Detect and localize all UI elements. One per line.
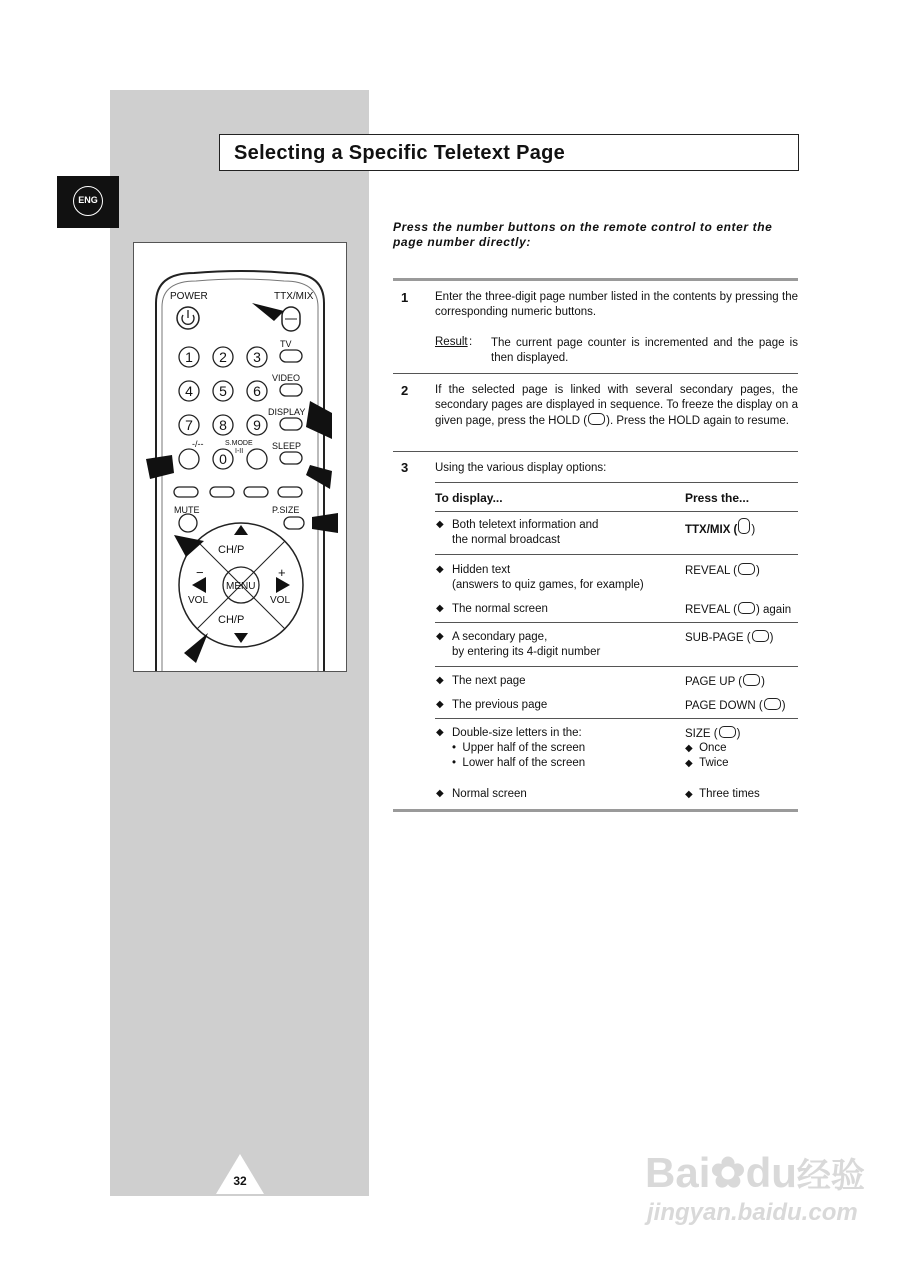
bullet-diamond-icon: ◆ — [436, 603, 444, 614]
table-header-bottom-rule — [435, 511, 798, 512]
reveal-button-icon — [738, 563, 755, 575]
bullet-diamond-icon: ◆ — [436, 564, 444, 575]
remote-control-illustration — [133, 242, 347, 672]
row-press-text: SUB-PAGE ( ) — [685, 632, 774, 644]
remote-ttx-label: TTX/MIX — [274, 291, 314, 302]
size-button-icon — [719, 726, 736, 738]
row-press-text: PAGE DOWN ( ) — [685, 700, 786, 712]
row-press-text: PAGE UP ( ) — [685, 676, 765, 688]
watermark — [645, 1150, 865, 1227]
col-header-press: Press the... — [685, 491, 750, 505]
remote-digit-3: 3 — [253, 349, 261, 365]
hold-button-icon — [588, 413, 605, 425]
remote-digit-0: 0 — [219, 451, 227, 467]
remote-power-label: POWER — [170, 291, 208, 302]
bullet-diamond-icon: ◆ — [436, 727, 444, 738]
remote-digit-9: 9 — [253, 417, 261, 433]
remote-digit-4: 4 — [185, 383, 193, 399]
remote-digit-6: 6 — [253, 383, 261, 399]
bullet-diamond-icon: ◆ — [685, 743, 693, 754]
col-header-display: To display... — [435, 491, 503, 505]
paw-icon: ✿ — [710, 1149, 746, 1196]
remote-mute-label: MUTE — [174, 505, 200, 515]
remote-plus-label: + — [278, 565, 286, 580]
bullet-diamond-icon: ◆ — [685, 789, 693, 800]
remote-smode-sub-label: I-II — [235, 448, 244, 455]
remote-control-drawing — [134, 243, 347, 672]
table-header-top-rule — [435, 482, 798, 483]
remote-vol-right-label: VOL — [270, 595, 291, 606]
table-row-rule — [435, 622, 798, 623]
ttx-mix-button-icon — [738, 518, 750, 534]
row-press-text: REVEAL ( ) — [685, 565, 760, 577]
page-title: Selecting a Specific Teletext Page — [234, 142, 566, 164]
row-display-text: The normal screen — [452, 603, 548, 615]
watermark-url: jingyan.baidu.com — [647, 1199, 858, 1226]
row-display-text: Both teletext information and the normal broadcast — [452, 519, 599, 546]
step-2-text-a: If the selected page is linked with several secondary pages, the secondary pages are displayed in sequence. To freeze the display on a given page, press the HOLD ( — [435, 384, 798, 427]
bullet-diamond-icon: ◆ — [436, 519, 444, 530]
row-display-sub-1: • Upper half of the screen — [452, 742, 586, 754]
remote-digit-2: 2 — [219, 349, 227, 365]
step-1-result-label: Result — [435, 336, 468, 348]
step-2-text — [435, 383, 798, 429]
row-display-sub-2: • Lower half of the screen — [452, 757, 586, 769]
bullet-diamond-icon: ◆ — [436, 699, 444, 710]
sub-page-button-icon — [752, 630, 769, 642]
page-number: 32 — [233, 1174, 247, 1188]
step-1-result-colon: : — [469, 336, 473, 348]
remote-ch-down-label: CH/P — [218, 614, 245, 626]
step-3-number: 3 — [401, 460, 409, 475]
bullet-diamond-icon: ◆ — [685, 758, 693, 769]
section-rule-top — [393, 278, 798, 281]
row-display-text: Double-size letters in the: — [452, 727, 582, 739]
step-divider-2 — [393, 451, 798, 452]
table-row-rule — [435, 666, 798, 667]
remote-dash-label: -/-- — [192, 439, 204, 449]
row-press-text: SIZE ( ) — [685, 728, 741, 740]
watermark-logo: Bai✿du经验 — [645, 1149, 865, 1196]
language-tab — [57, 176, 119, 228]
step-1-text: Enter the three-digit page number listed in the contents by pressing the corresponding numeric buttons. — [435, 291, 798, 318]
step-1-result-text: The current page counter is incremented and the page is then displayed. — [491, 337, 798, 364]
bullet-diamond-icon: ◆ — [436, 675, 444, 686]
remote-video-label: VIDEO — [272, 373, 301, 383]
step-3-text: Using the various display options: — [435, 462, 607, 474]
remote-sleep-label: SLEEP — [272, 441, 302, 451]
intro-text: Press the number buttons on the remote control to enter the page number directly: — [393, 220, 773, 249]
row-display-text: Normal screen — [452, 788, 527, 800]
remote-digit-1: 1 — [185, 349, 193, 365]
remote-display-label: DISPLAY — [268, 407, 306, 417]
remote-digit-8: 8 — [219, 417, 227, 433]
language-badge: ENG — [73, 186, 103, 216]
remote-vol-left-label: VOL — [188, 595, 209, 606]
page-title-box — [219, 134, 799, 171]
table-row-rule — [435, 554, 798, 555]
section-rule-bottom — [393, 809, 798, 812]
remote-minus-label: − — [196, 565, 204, 580]
table-row-rule — [435, 718, 798, 719]
remote-menu-label: MENU — [226, 581, 256, 592]
row-press-sub-2: ◆ Twice — [685, 757, 729, 769]
step-1-number: 1 — [401, 290, 409, 305]
row-display-text: A secondary page, by entering its 4-digit number — [452, 631, 601, 658]
row-display-text: The next page — [452, 675, 526, 687]
remote-tv-label: TV — [280, 339, 292, 349]
row-display-text: Hidden text (answers to quiz games, for example) — [452, 564, 644, 591]
remote-psize-label: P.SIZE — [272, 505, 300, 515]
remote-digit-7: 7 — [185, 417, 193, 433]
page-up-button-icon — [743, 674, 760, 686]
reveal-button-icon — [738, 602, 755, 614]
step-divider-1 — [393, 373, 798, 374]
page-down-button-icon — [764, 698, 781, 710]
remote-digit-5: 5 — [219, 383, 227, 399]
bullet-diamond-icon: ◆ — [436, 788, 444, 799]
row-press-text: ◆ Three times — [685, 788, 760, 800]
row-press-sub-1: ◆ Once — [685, 742, 727, 754]
remote-ch-up-label: CH/P — [218, 544, 245, 556]
step-2-number: 2 — [401, 383, 409, 398]
row-display-text: The previous page — [452, 699, 548, 711]
bullet-diamond-icon: ◆ — [436, 631, 444, 642]
remote-smode-label: S.MODE — [225, 440, 253, 447]
step-2-text-b: ). Press the HOLD again to resume. — [606, 415, 789, 427]
row-press-text: REVEAL ( ) again — [685, 604, 792, 616]
row-press-text: TTX/MIX ( ) — [685, 518, 797, 538]
